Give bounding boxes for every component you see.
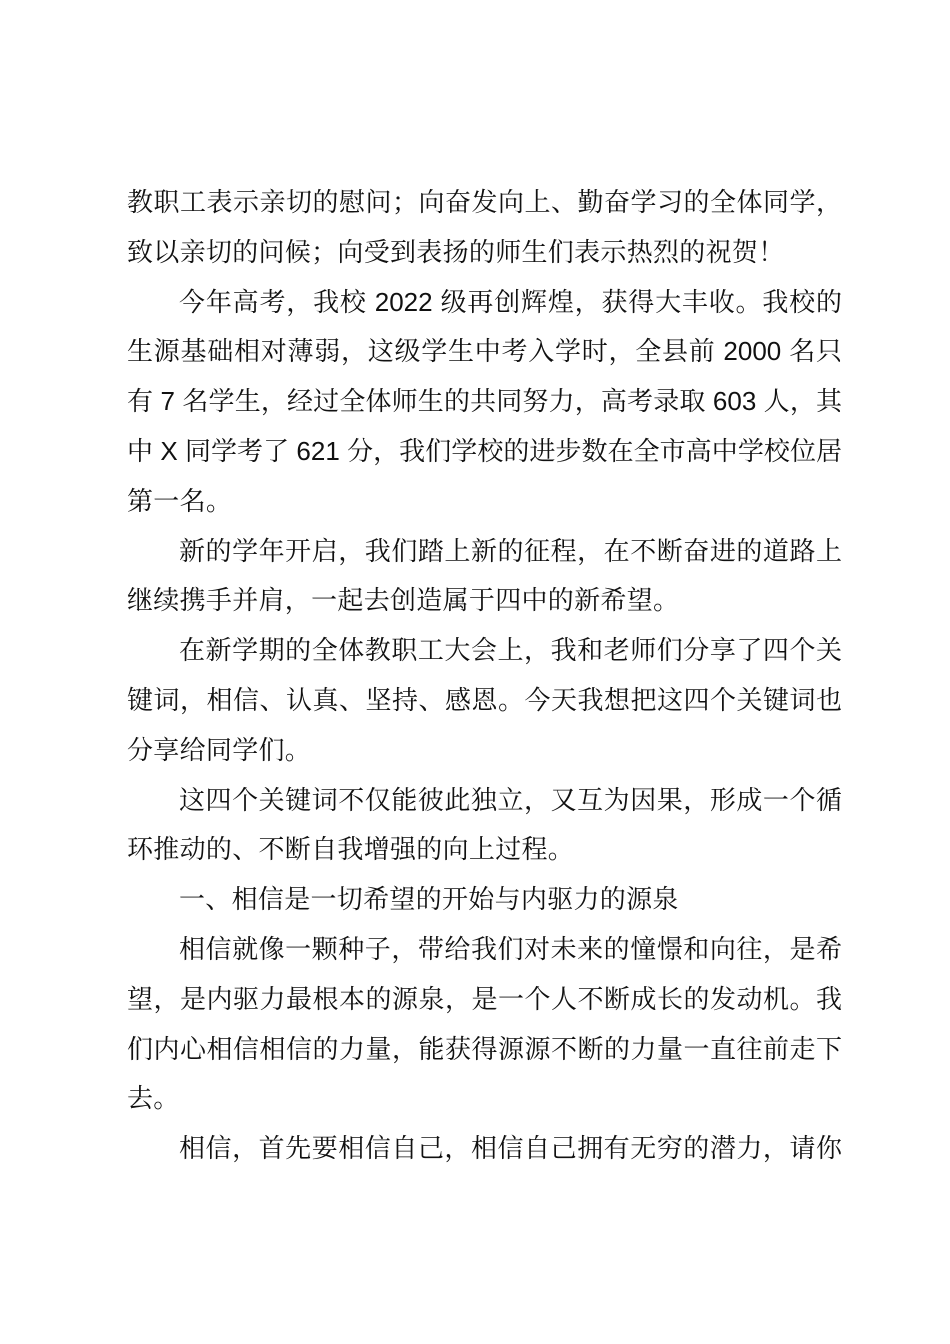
document-line: 生源基础相对薄弱，这级学生中考入学时，全县前 2000 名只 <box>127 336 842 367</box>
document-line: 相信就像一颗种子，带给我们对未来的憧憬和向往，是希 <box>179 933 842 964</box>
document-line: 有 7 名学生，经过全体师生的共同努力，高考录取 603 人，其 <box>127 386 842 417</box>
document-line: 一、相信是一切希望的开始与内驱力的源泉 <box>179 884 679 915</box>
document-line: 中 X 同学考了 621 分，我们学校的进步数在全市高中学校位居 <box>127 435 842 466</box>
document-line: 继续携手并肩，一起去创造属于四中的新希望。 <box>127 585 680 616</box>
document-line: 相信，首先要相信自己，相信自己拥有无穷的潜力，请你 <box>179 1133 842 1164</box>
document-line: 这四个关键词不仅能彼此独立，又互为因果，形成一个循 <box>179 784 842 815</box>
document-line: 致以亲切的问候；向受到表扬的师生们表示热烈的祝贺！ <box>127 236 785 267</box>
document-line: 教职工表示亲切的慰问；向奋发向上、勤奋学习的全体同学， <box>127 187 842 217</box>
document-line: 今年高考，我校 2022 级再创辉煌，获得大丰收。我校的 <box>179 286 842 317</box>
document-line: 望，是内驱力最根本的源泉，是一个人不断成长的发动机。我 <box>127 983 842 1014</box>
document-line: 第一名。 <box>127 485 233 516</box>
document-line: 去。 <box>127 1083 180 1114</box>
document-line: 分享给同学们。 <box>127 734 312 765</box>
document-line: 们内心相信相信的力量，能获得源源不断的力量一直往前走下 <box>127 1033 842 1064</box>
document-line: 新的学年开启，我们踏上新的征程，在不断奋进的道路上 <box>179 535 842 566</box>
document-line: 环推动的、不断自我增强的向上过程。 <box>127 834 575 865</box>
document-line: 在新学期的全体教职工大会上，我和老师们分享了四个关 <box>179 635 842 666</box>
document-line: 键词，相信、认真、坚持、感恩。今天我想把这四个关键词也 <box>127 684 842 715</box>
